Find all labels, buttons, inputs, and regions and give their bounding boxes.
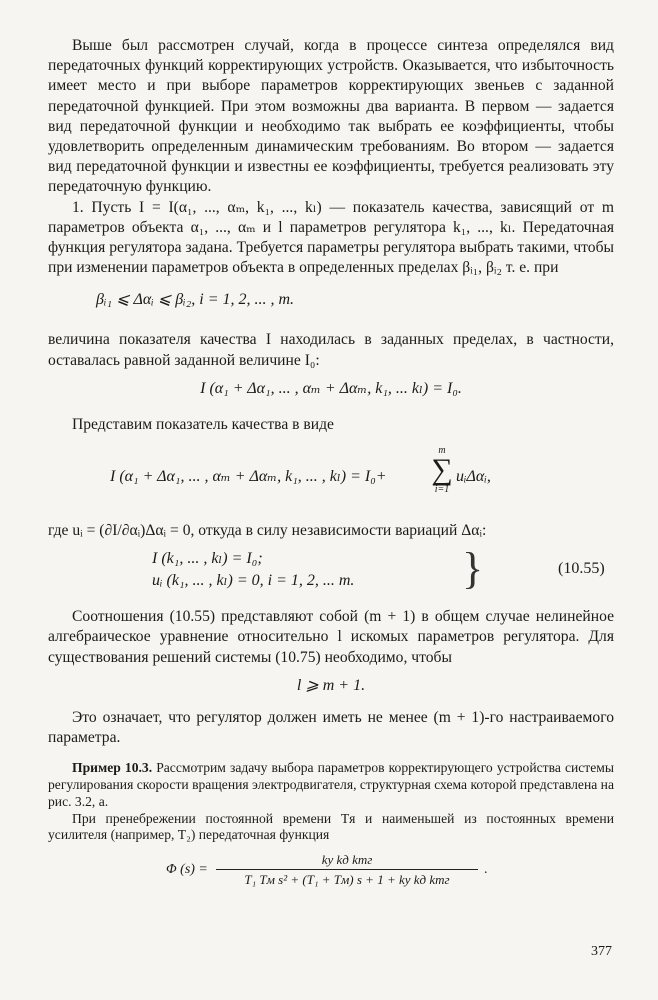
transfer-function-period: . [484, 862, 488, 878]
paragraph-after-formula-1: величина показателя качества I находилась в заданных пределах, в частности, оставалась равной заданной величине I₀: [48, 331, 614, 369]
equation-number: (10.55) [558, 560, 605, 578]
example-block [48, 760, 614, 844]
page-number: 377 [591, 944, 612, 959]
formula-expansion-right: uᵢΔαᵢ, [456, 468, 491, 486]
example-title: Пример 10.3. [72, 760, 153, 776]
formula-transfer-function [48, 852, 614, 892]
fraction-numerator: kу kд kтг [321, 852, 373, 868]
transfer-function-lhs: Φ (s) = [166, 862, 208, 878]
page-body [48, 36, 614, 892]
sum-symbol: ∑ [431, 453, 453, 487]
example-paragraph-2: При пренебрежении постоянной времени Tя и наименьшей из постоянных времени усилителя (например, T₂) передаточная функция [48, 810, 614, 843]
example-paragraph [48, 760, 614, 810]
formula-l-condition: l ⩾ m + 1. [296, 676, 366, 694]
sum-operator [430, 445, 454, 495]
system-line-2: uᵢ (k₁, ... , kₗ) = 0, i = 1, 2, ... m. [152, 572, 355, 590]
paragraph-where: где uᵢ = (∂I/∂αᵢ)Δαᵢ = 0, откуда в силу независимости вариаций Δαᵢ: [48, 522, 487, 540]
fraction-denominator: T₁ Tм s² + (T₁ + Tм) s + 1 + kу kд kтг [244, 872, 450, 888]
formula-beta-bounds: βᵢ₁ ⩽ Δαᵢ ⩽ βᵢ₂, i = 1, 2, ... , m. [96, 291, 295, 309]
sum-lower-limit: i=1 [434, 484, 450, 496]
paragraph-means: Это означает, что регулятор должен иметь не менее (m + 1)-го настраиваемого параметра. [48, 708, 614, 747]
example-text: Рассмотрим задачу выбора параметров корректирующего устройства системы регулирования скорости вращения электродвигателя, структурная схема которой представлена на рис. 3.2, а. [48, 760, 615, 809]
formula-expansion-left: I (α₁ + Δα₁, ... , αₘ + Δαₘ, k₁, ... , kₗ) = I₀+ [110, 468, 387, 486]
system-line-1: I (k₁, ... , kₗ) = I₀; [152, 550, 263, 568]
paragraph-intro: Выше был рассмотрен случай, когда в процессе синтеза определялся вид передаточных функций корректирующих устройств. Оказывается, что избыточность имеет место и при выборе параметров корректирующих звеньев с заданной передаточной функцией. При этом возможны два варианта. В первом — задается вид передаточной функции и необходимо так выбрать ее коэффициенты, чтобы удовлетворить определенным динамическим требованиям. Во втором — задается вид передаточной функции и известны ее коэффициенты, требуется реализовать эту передаточную функцию. [48, 37, 614, 196]
paragraph-item-1: 1. Пусть I = I(α₁, ..., αₘ, k₁, ..., kₗ) — показатель качества, зависящий от m параметров объекта α₁, ..., αₘ и l параметров регулятора k₁, ..., kₗ. Передаточная функция регулятора задана. Требуется параметры регулятора выбрать такими, чтобы при изменении параметров объекта в определенных пределах βᵢ₁, βᵢ₂ т. е. при [48, 198, 614, 277]
system-brace: } [462, 544, 484, 594]
formula-quality-expansion [48, 445, 614, 515]
equation-system-10-55 [48, 544, 614, 595]
sum-upper-limit: m [438, 445, 446, 457]
paragraph-represent: Представим показатель качества в виде [72, 415, 334, 433]
formula-quality-constant: I (α₁ + Δα₁, ... , αₘ + Δαₘ, k₁, ... kₗ) = I₀. [200, 379, 462, 397]
paragraph-relations: Соотношения (10.55) представляют собой (m + 1) в общем случае нелинейное алгебраическое уравнение относительно l искомых параметров регулятора. Для существования решений системы (10.75) необходимо, чтобы [48, 608, 614, 666]
fraction-bar [216, 869, 478, 870]
transfer-function-fraction [216, 852, 478, 888]
